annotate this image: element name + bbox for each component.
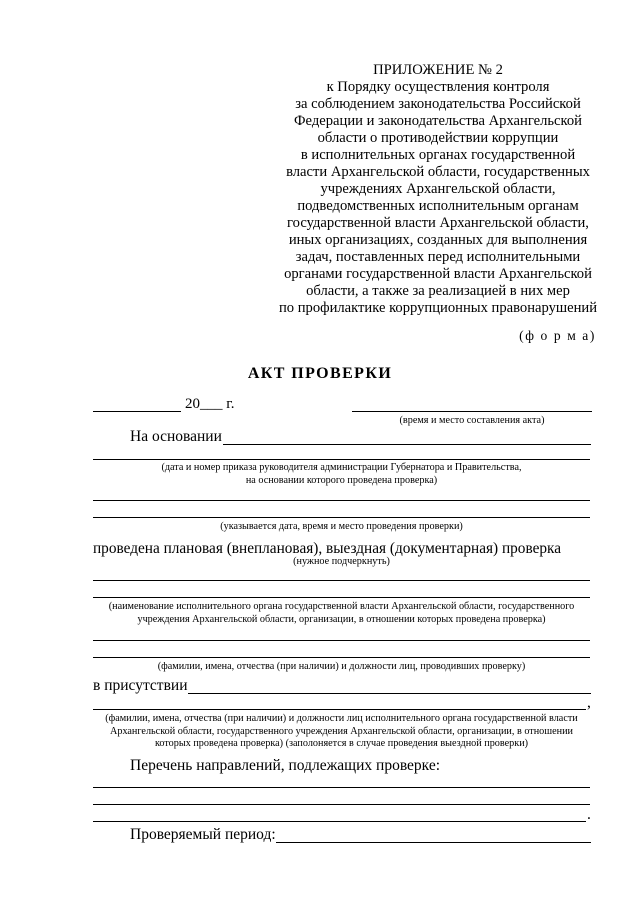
- presence-field[interactable]: [188, 693, 591, 694]
- order-caption-line: (дата и номер приказа руководителя администрации Губернатора и Правительства,: [161, 462, 522, 473]
- directions-end: .: [587, 806, 591, 823]
- conduct-caption: (указывается дата, время и место проведения проверки): [220, 521, 463, 532]
- appendix-line: к Порядку осуществления контроля: [326, 79, 550, 95]
- presence-caption-line: (фамилии, имена, отчества (при наличии) и должности лиц исполнительного органа государственной власти: [105, 713, 578, 724]
- appendix-line: Федерации и законодательства Архангельской: [294, 113, 582, 129]
- date-year-text: 20___ г.: [185, 396, 235, 412]
- appendix-line: иных организациях, созданных для выполнения: [288, 232, 588, 248]
- presence-field-line-2[interactable]: [93, 709, 586, 710]
- directions-field-line-1[interactable]: [93, 787, 590, 788]
- org-caption-line: (наименование исполнительного органа государственной власти Архангельской области, государственного: [108, 601, 575, 612]
- appendix-line: подведомственных исполнительным органам: [297, 198, 579, 214]
- appendix-line: области, а также за реализацией в них мер: [306, 283, 570, 299]
- form-label: (ф о р м а): [519, 328, 596, 343]
- check-type-text: проведена плановая (внеплановая), выездная (документарная) проверка: [93, 540, 562, 557]
- directions-label: Перечень направлений, подлежащих проверке:: [130, 757, 441, 774]
- directions-field-line-3[interactable]: [93, 821, 586, 822]
- appendix-header: ПРИЛОЖЕНИЕ № 2: [373, 62, 503, 78]
- appendix-line: учреждениях Архангельской области,: [320, 181, 556, 197]
- presence-end: ,: [587, 694, 591, 711]
- order-caption: [93, 462, 590, 487]
- org-field-line-2[interactable]: [93, 597, 590, 598]
- appendix-block: [270, 62, 606, 317]
- period-label: Проверяемый период:: [130, 826, 276, 843]
- underline-hint: (нужное подчеркнуть): [293, 556, 390, 567]
- place-field[interactable]: [352, 411, 592, 412]
- presence-caption: [88, 713, 595, 751]
- date-day-field[interactable]: [93, 411, 181, 412]
- appendix-line: задач, поставленных перед исполнительными: [295, 249, 581, 265]
- appendix-line: органами государственной власти Архангельской: [284, 266, 592, 282]
- basis-label: На основании: [130, 428, 222, 445]
- basis-field-line-2[interactable]: [93, 459, 590, 460]
- conduct-field-line-1[interactable]: [93, 500, 590, 501]
- presence-caption-line: Архангельской области, государственного учреждения Архангельской области, организации, в отношении: [110, 725, 573, 737]
- inspectors-caption: (фамилии, имена, отчества (при наличии) и должности лиц, проводивших проверку): [157, 661, 526, 672]
- org-caption-line: учреждения Архангельской области, организации, в отношении которых проведена проверка): [137, 613, 546, 625]
- place-caption: (время и место составления акта): [399, 415, 545, 426]
- directions-field-line-2[interactable]: [93, 804, 590, 805]
- basis-field[interactable]: [223, 444, 591, 445]
- appendix-line: государственной власти Архангельской области,: [287, 215, 589, 231]
- order-caption-line: на основании которого проведена проверка): [245, 474, 438, 486]
- presence-caption-line: которых проведена проверка) (заполоняется в случае проведения выездной проверки): [154, 738, 529, 749]
- appendix-line: в исполнительных органах государственной: [300, 147, 576, 163]
- appendix-line: области о противодействии коррупции: [317, 130, 559, 146]
- act-title: АКТ ПРОВЕРКИ: [247, 365, 393, 382]
- appendix-line: по профилактике коррупционных правонарушений: [278, 300, 598, 316]
- period-field[interactable]: [276, 842, 591, 843]
- inspectors-field-line-1[interactable]: [93, 640, 590, 641]
- appendix-line: власти Архангельской области, государственных: [286, 164, 590, 180]
- org-caption: [88, 601, 595, 626]
- presence-label: в присутствии: [93, 677, 188, 694]
- conduct-field-line-2[interactable]: [93, 517, 590, 518]
- inspectors-field-line-2[interactable]: [93, 657, 590, 658]
- org-field-line-1[interactable]: [93, 580, 590, 581]
- appendix-line: за соблюдением законодательства Российской: [295, 96, 581, 112]
